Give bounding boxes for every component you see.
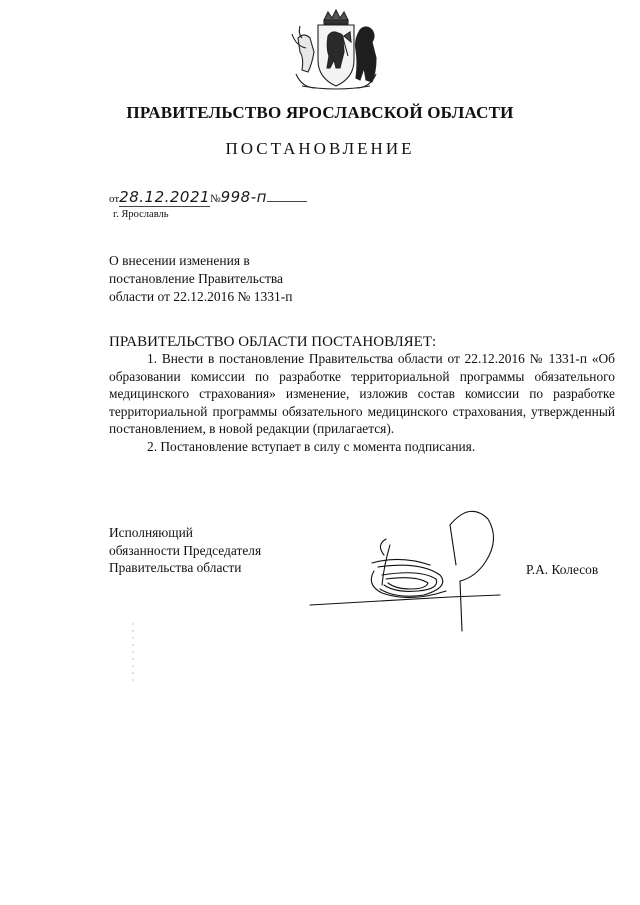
paragraph-2: 2. Постановление вступает в силу с момента подписания. (147, 438, 476, 454)
decree-heading: ПРАВИТЕЛЬСТВО ОБЛАСТИ ПОСТАНОВЛЯЕТ: (109, 334, 437, 350)
number-underline (267, 201, 307, 202)
subject-line: О внесении изменения в (109, 253, 250, 268)
position-line: обязанности Председателя (109, 542, 262, 558)
document-date: 28.12.2021 (119, 188, 211, 206)
paragraph-1: 1. Внести в постановление Правительства области от 22.12.2016 № 1331-п «Об образовании комиссии по разработке территориальной программы обязательного медицинского страхования» изменение, изложив состав комиссии по разработке территориальной программы обязательного медицинского страхования, утвержденный постановлением, в новой редакции (прилагается). (109, 351, 615, 437)
document-body (109, 350, 615, 456)
signer-name: Р.А. Колесов (526, 562, 599, 577)
document-subject (109, 252, 292, 306)
date-prefix: от (109, 193, 120, 205)
handwritten-signature-icon (300, 505, 520, 635)
position-line: Исполняющий (109, 525, 193, 540)
margin-dots (132, 622, 134, 682)
document-city: г. Ярославль (113, 209, 169, 220)
subject-line: постановление Правительства (109, 271, 284, 286)
registration-line (109, 188, 307, 206)
government-title: ПРАВИТЕЛЬСТВО ЯРОСЛАВСКОЙ ОБЛАСТИ (126, 103, 514, 122)
subject-line: области от 22.12.2016 № 1331-п (109, 289, 293, 304)
document-number: 998-п (220, 188, 267, 206)
number-sign: № (210, 193, 221, 205)
position-line: Правительства области (109, 560, 242, 576)
document-type: ПОСТАНОВЛЕНИЕ (225, 139, 415, 158)
signatory-position (109, 524, 261, 577)
yaroslavl-coat-of-arms-icon (288, 8, 384, 94)
